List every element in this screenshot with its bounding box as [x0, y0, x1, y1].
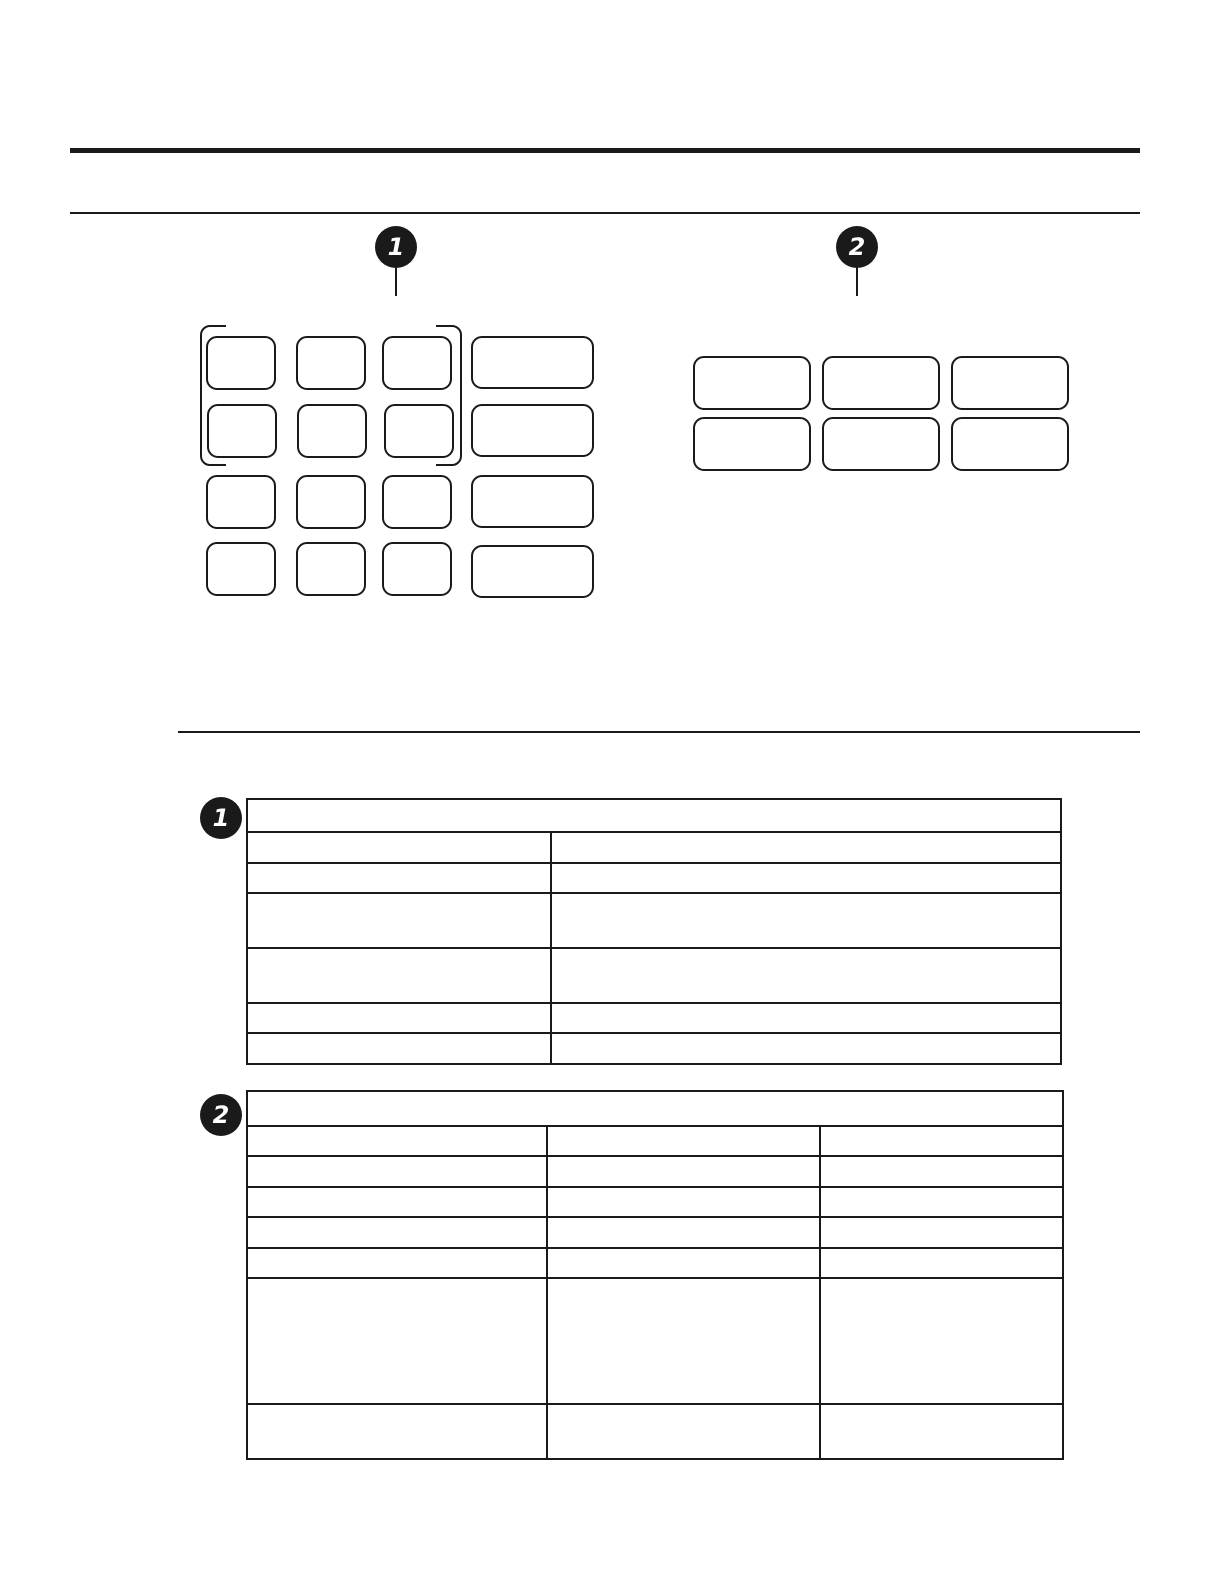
table-cell: [247, 893, 551, 948]
pad-key-1[interactable]: [693, 356, 811, 410]
table-cell: [247, 1156, 547, 1187]
pad-key-6[interactable]: [951, 417, 1069, 471]
table-2: [246, 1090, 1064, 1460]
table-1-callout: [200, 797, 242, 839]
table-row: [247, 1156, 1063, 1187]
table-cell: [247, 863, 551, 893]
table-row: [247, 948, 1061, 1003]
table-cell: [247, 1248, 547, 1278]
table-cell: [820, 1217, 1063, 1248]
callout-1-label: 1: [387, 233, 405, 261]
table-2-title: [247, 1091, 1063, 1126]
table-row: [247, 1187, 1063, 1217]
table-1-callout-label: 1: [212, 804, 230, 832]
table-cell: [551, 893, 1061, 948]
table-cell: [247, 1003, 551, 1033]
function-key-1[interactable]: [471, 336, 594, 389]
table-cell: [247, 1033, 551, 1064]
table-cell: [247, 1278, 547, 1404]
number-key-6[interactable]: [384, 404, 454, 458]
number-key-8[interactable]: [296, 475, 366, 529]
table-cell: [820, 1404, 1063, 1459]
table-cell: [547, 1404, 820, 1459]
table-cell: [551, 1003, 1061, 1033]
table-cell: [547, 1248, 820, 1278]
table-row: [247, 1033, 1061, 1064]
number-key-1[interactable]: [206, 336, 276, 390]
table-row: [247, 1248, 1063, 1278]
callout-2-badge: [836, 226, 878, 268]
number-key-9[interactable]: [382, 475, 452, 529]
table-row: [247, 832, 1061, 863]
table-cell: [547, 1278, 820, 1404]
number-key-12[interactable]: [382, 542, 452, 596]
number-key-7[interactable]: [206, 475, 276, 529]
bracket-gap-top: [226, 322, 436, 328]
table-row: [247, 1404, 1063, 1459]
table-row: [247, 893, 1061, 948]
table-1-title: [247, 799, 1061, 832]
number-key-2[interactable]: [296, 336, 366, 390]
table-row: [247, 1217, 1063, 1248]
table-cell: [551, 1033, 1061, 1064]
table-cell: [247, 1217, 547, 1248]
number-key-5[interactable]: [297, 404, 367, 458]
number-key-3[interactable]: [382, 336, 452, 390]
table-cell: [547, 1126, 820, 1156]
header-rule-thick: [70, 148, 1140, 153]
table-cell: [547, 1217, 820, 1248]
function-key-4[interactable]: [471, 545, 594, 598]
table-cell: [820, 1278, 1063, 1404]
pad-key-5[interactable]: [822, 417, 940, 471]
number-key-10[interactable]: [206, 542, 276, 596]
table-cell: [820, 1126, 1063, 1156]
table-1-title-row: [247, 799, 1061, 832]
table-cell: [820, 1248, 1063, 1278]
table-cell: [820, 1156, 1063, 1187]
pad-key-3[interactable]: [951, 356, 1069, 410]
table-2-title-row: [247, 1091, 1063, 1126]
table-cell: [820, 1187, 1063, 1217]
table-cell: [247, 948, 551, 1003]
bracket-gap-bottom: [226, 463, 436, 469]
function-key-3[interactable]: [471, 475, 594, 528]
header-rule-thin: [70, 212, 1140, 214]
table-row: [247, 1003, 1061, 1033]
table-row: [247, 863, 1061, 893]
number-key-4[interactable]: [207, 404, 277, 458]
table-row: [247, 1278, 1063, 1404]
callout-1-leader: [395, 268, 397, 296]
table-cell: [551, 863, 1061, 893]
pad-key-4[interactable]: [693, 417, 811, 471]
table-cell: [547, 1187, 820, 1217]
section-rule: [178, 731, 1140, 733]
table-cell: [247, 1404, 547, 1459]
function-key-2[interactable]: [471, 404, 594, 457]
table-cell: [551, 948, 1061, 1003]
callout-2-label: 2: [848, 233, 866, 261]
callout-2-leader: [856, 268, 858, 296]
table-cell: [547, 1156, 820, 1187]
table-1: [246, 798, 1062, 1065]
callout-1-badge: [375, 226, 417, 268]
table-2-callout: [200, 1094, 242, 1136]
table-cell: [247, 832, 551, 863]
pad-key-2[interactable]: [822, 356, 940, 410]
table-cell: [247, 1187, 547, 1217]
table-cell: [247, 1126, 547, 1156]
table-cell: [551, 832, 1061, 863]
number-key-0[interactable]: [296, 542, 366, 596]
table-row: [247, 1126, 1063, 1156]
table-2-callout-label: 2: [212, 1101, 230, 1129]
